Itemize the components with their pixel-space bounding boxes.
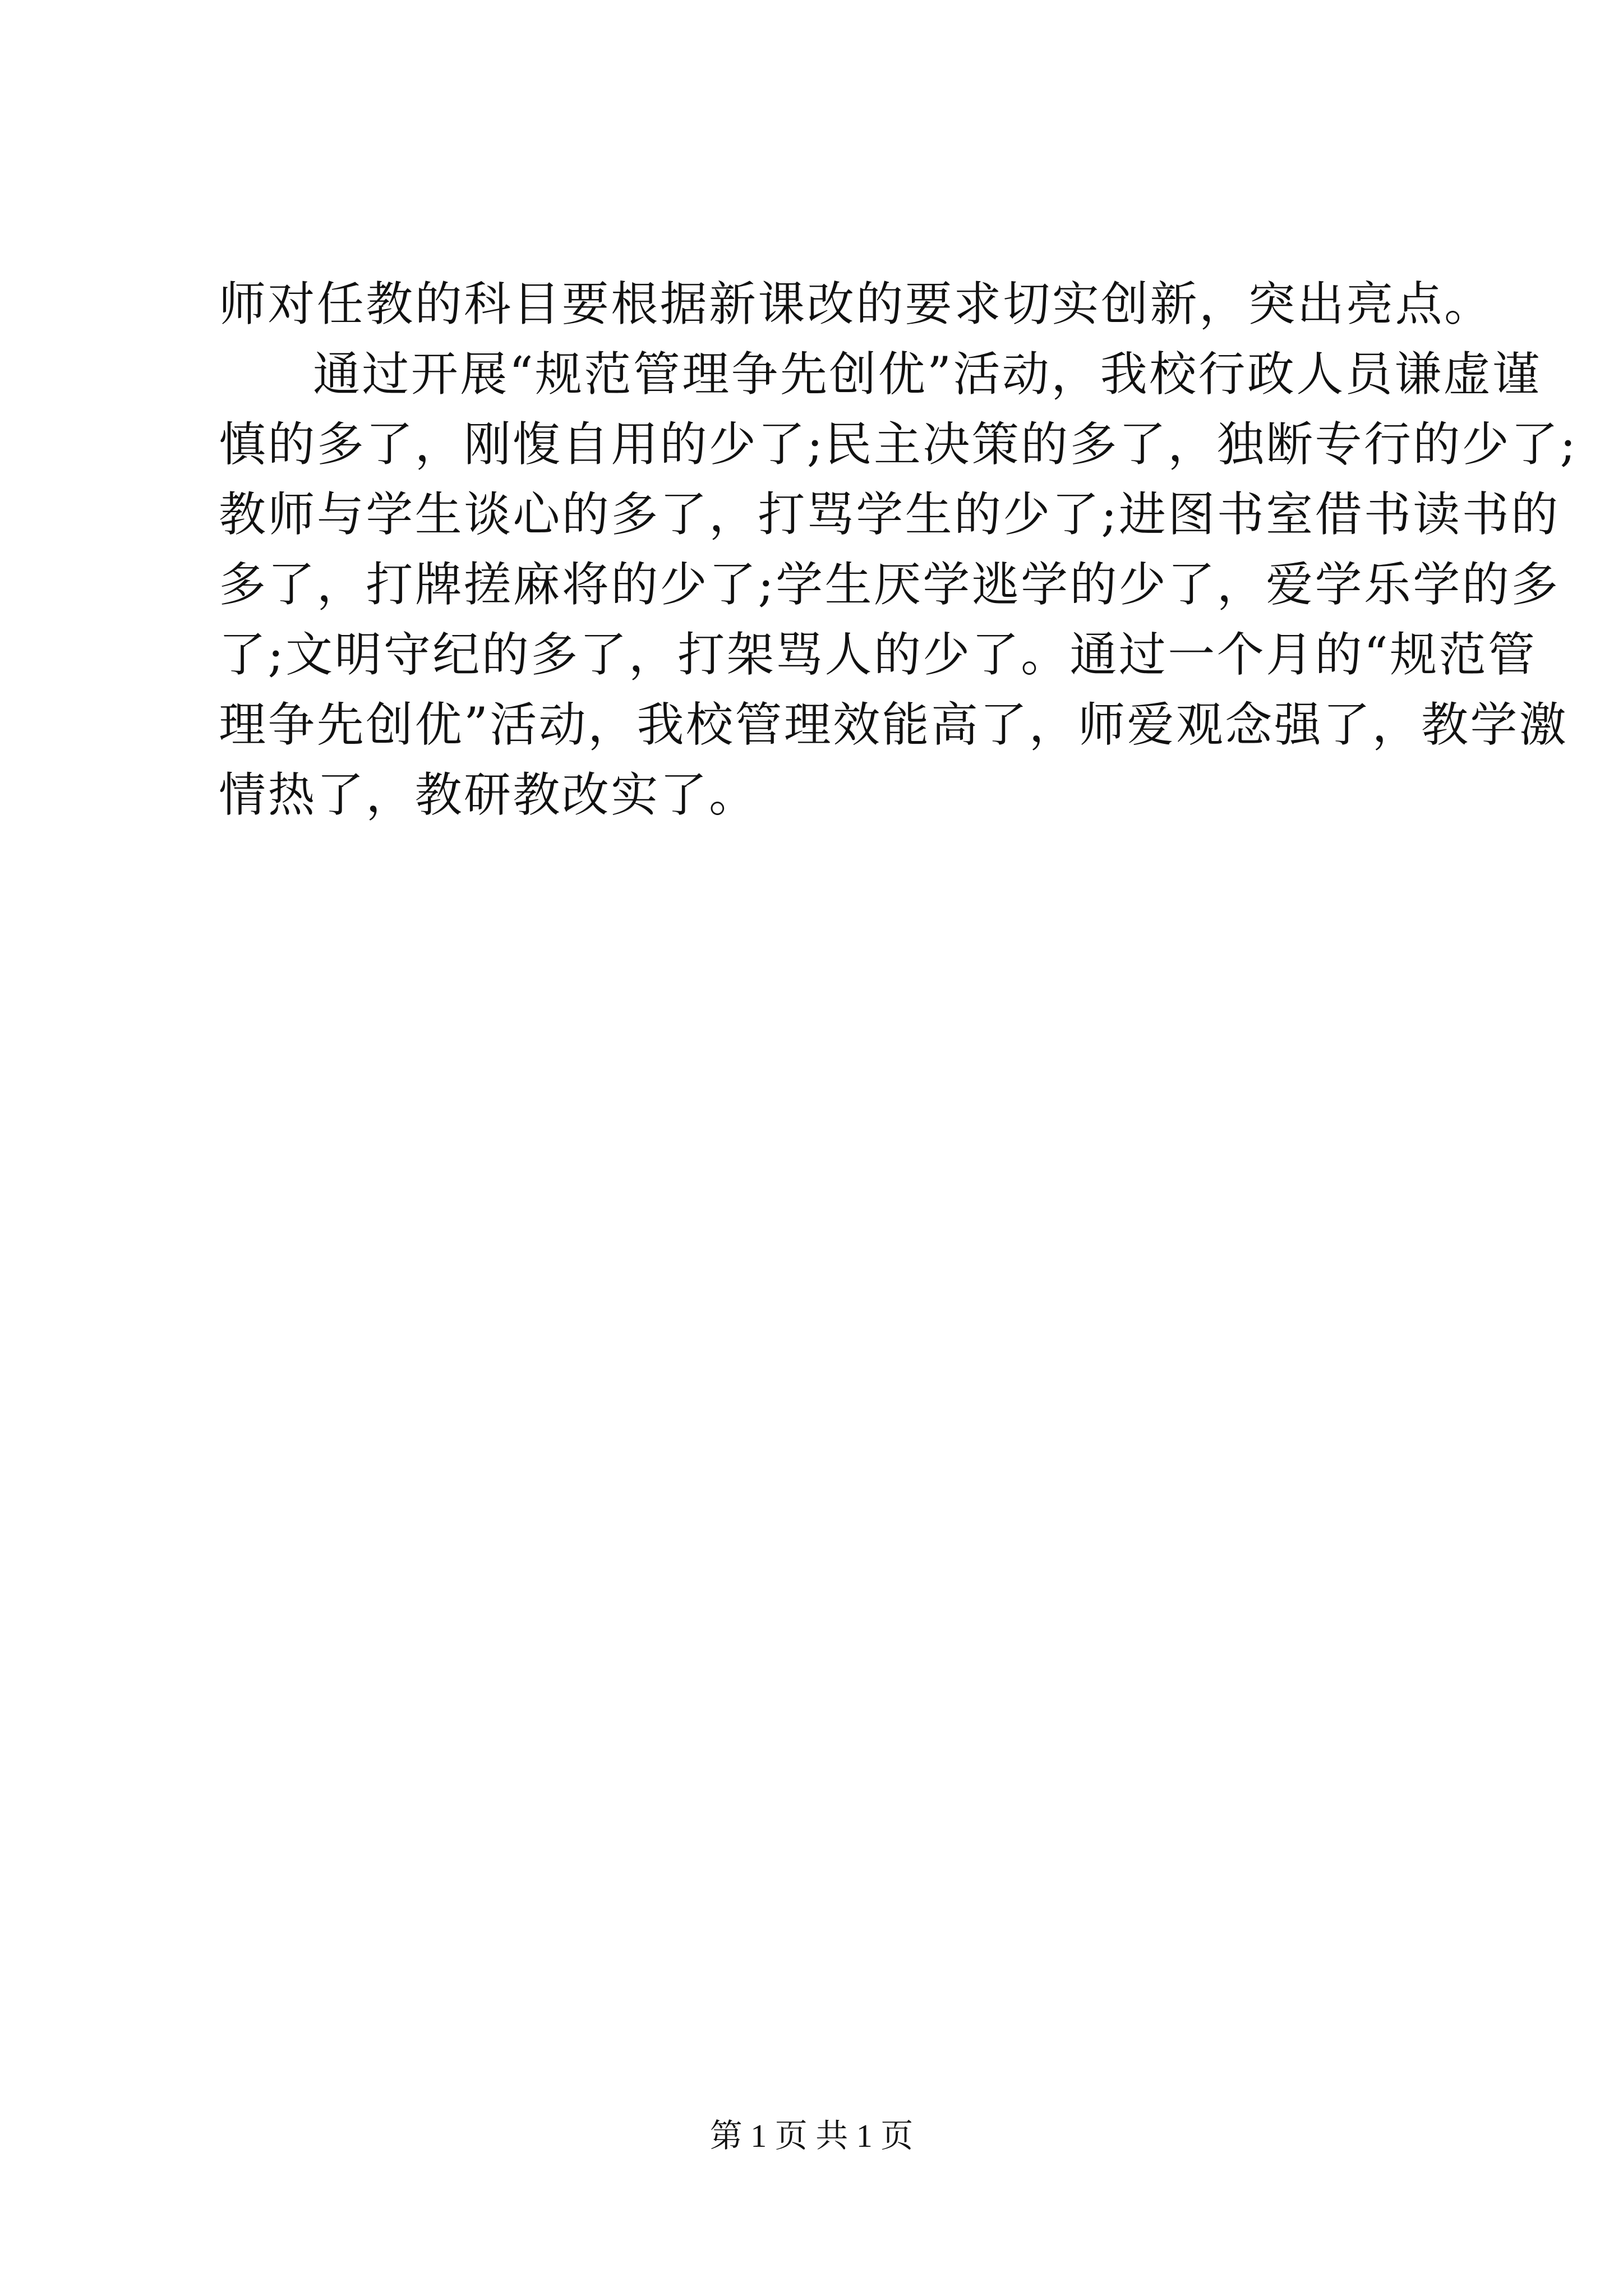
text-line: 了;文明守纪的多了，打架骂人的少了。通过一个月的“规范管 — [219, 627, 1537, 682]
paragraph-first-line: 通过开展“规范管理争先创优”活动，我校行政人员谦虚谨 — [313, 347, 1542, 402]
text-line: 教师与学生谈心的多了，打骂学生的少了;进图书室借书读书的 — [219, 487, 1560, 542]
text-line: 理争先创优”活动，我校管理效能高了，师爱观念强了，教学激 — [219, 697, 1569, 752]
text-line: 慎的多了，刚愎自用的少了;民主决策的多了，独断专行的少了; — [219, 417, 1578, 472]
text-line: 情热了，教研教改实了。 — [219, 767, 758, 822]
page-footer: 第 1 页 共 1 页 — [709, 2118, 914, 2154]
text-line: 师对任教的科目要根据新课改的要求切实创新，突出亮点。 — [219, 277, 1493, 332]
document-body — [219, 269, 1578, 830]
text-line: 多了，打牌搓麻将的少了;学生厌学逃学的少了，爱学乐学的多 — [219, 557, 1560, 612]
